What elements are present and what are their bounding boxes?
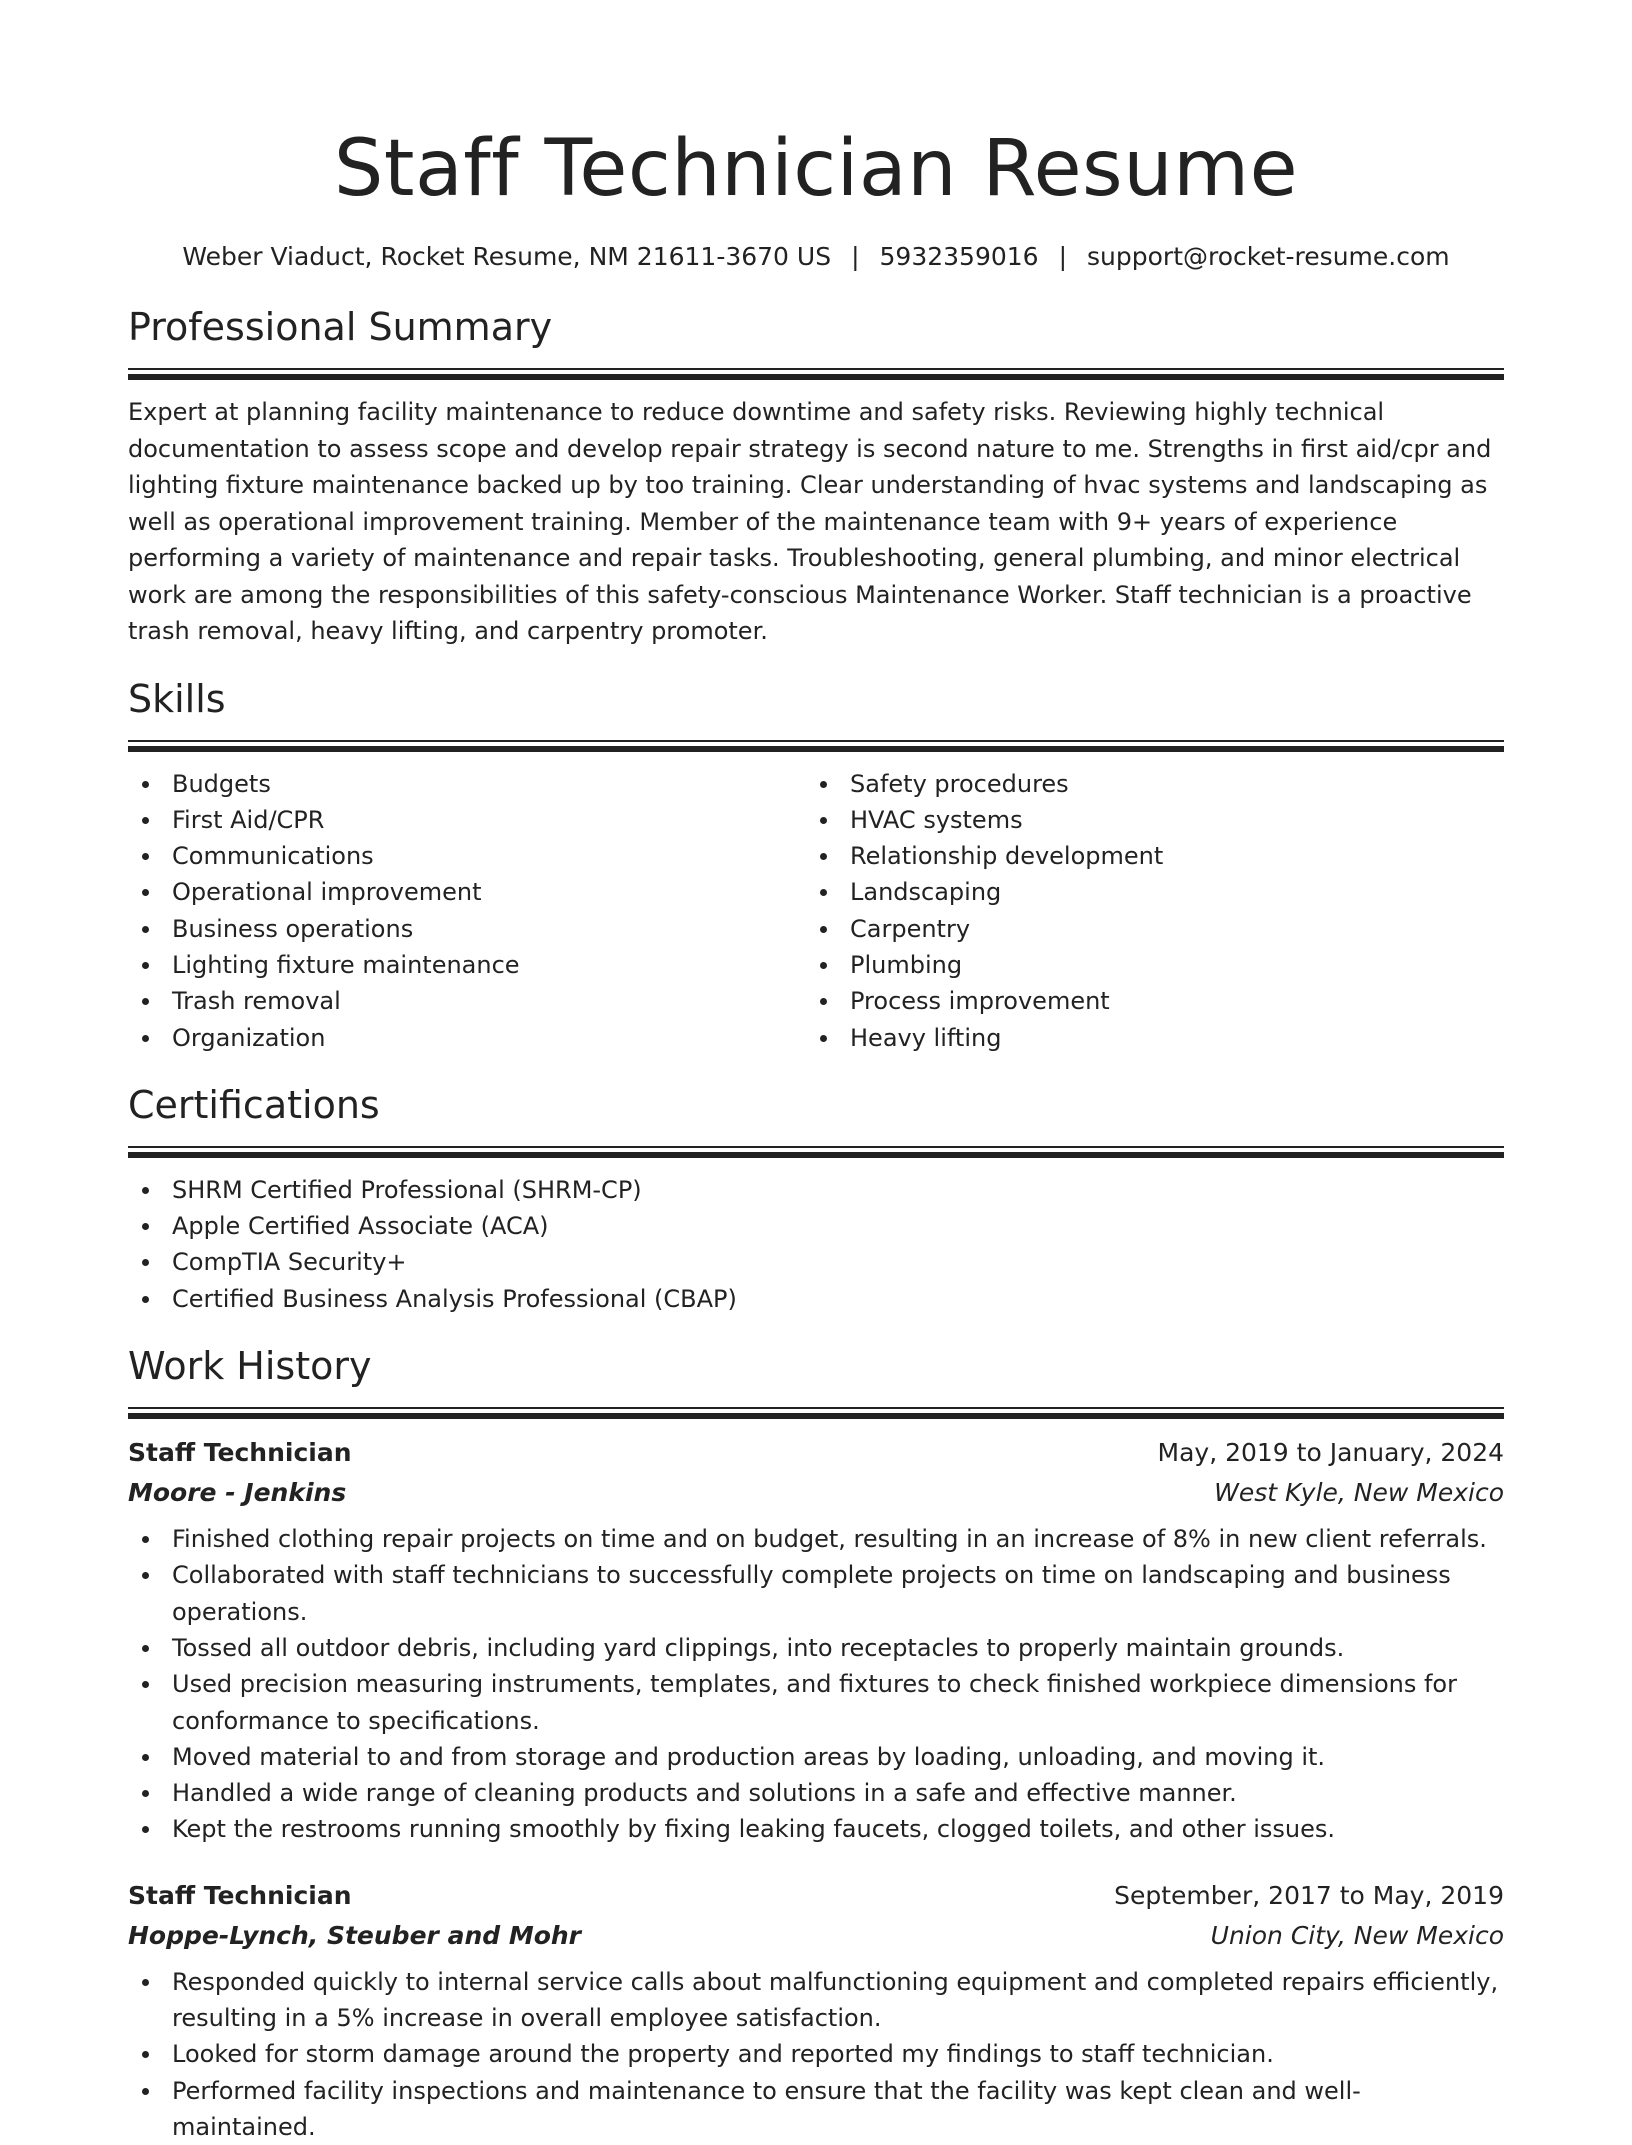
skill-item: HVAC systems xyxy=(806,802,1484,838)
skills-section xyxy=(128,676,1504,1056)
section-divider xyxy=(128,368,1504,380)
job-entry xyxy=(128,1876,1504,2145)
skill-item: Heavy lifting xyxy=(806,1020,1484,1056)
job-bullet: Finished clothing repair projects on time and on budget, resulting in an increase of 8% in new client referrals. xyxy=(128,1521,1504,1557)
section-divider xyxy=(128,1407,1504,1419)
job-bullet-list xyxy=(128,1521,1504,1848)
job-bullet: Looked for storm damage around the property and reported my findings to staff technician. xyxy=(128,2036,1504,2072)
job-title-row xyxy=(128,1433,1504,1473)
contact-address: Weber Viaduct, Rocket Resume, NM 21611-3670 US xyxy=(182,242,832,271)
job-company-row xyxy=(128,1916,1504,1956)
job-bullet: Responded quickly to internal service calls about malfunctioning equipment and completed repairs efficiently, resulting in a 5% increase in overall employee satisfaction. xyxy=(128,1964,1504,2037)
certifications-list xyxy=(128,1172,1504,1317)
skill-item: First Aid/CPR xyxy=(128,802,806,838)
job-bullet: Performed facility inspections and maintenance to ensure that the facility was kept clean and well-maintained. xyxy=(128,2073,1504,2145)
skills-column-left xyxy=(128,766,806,1056)
job-location: Union City, New Mexico xyxy=(1210,1920,1504,1950)
job-title: Staff Technician xyxy=(128,1880,352,1910)
contact-line xyxy=(128,240,1504,274)
job-dates: September, 2017 to May, 2019 xyxy=(1114,1880,1504,1910)
skills-column-right xyxy=(806,766,1484,1056)
contact-separator: | xyxy=(851,242,860,271)
job-company: Moore - Jenkins xyxy=(128,1478,347,1508)
work-history-section xyxy=(128,1343,1504,2145)
job-bullet: Collaborated with staff technicians to successfully complete projects on time on landscaping and business operations. xyxy=(128,1557,1504,1630)
job-bullet: Used precision measuring instruments, templates, and fixtures to check finished workpiece dimensions for conformance to specifications. xyxy=(128,1666,1504,1739)
job-title: Staff Technician xyxy=(128,1438,352,1468)
skill-item: Organization xyxy=(128,1020,806,1056)
section-heading: Professional Summary xyxy=(128,305,553,349)
skill-item: Operational improvement xyxy=(128,874,806,910)
skill-item: Relationship development xyxy=(806,838,1484,874)
certification-item: Certified Business Analysis Professional (CBAP) xyxy=(128,1281,1504,1317)
skill-item: Lighting fixture maintenance xyxy=(128,947,806,983)
skill-item: Landscaping xyxy=(806,874,1484,910)
job-bullet: Moved material to and from storage and production areas by loading, unloading, and moving it. xyxy=(128,1739,1504,1775)
resume-header xyxy=(128,122,1504,274)
skill-item: Safety procedures xyxy=(806,766,1484,802)
job-company: Hoppe-Lynch, Steuber and Mohr xyxy=(128,1920,582,1950)
section-heading: Work History xyxy=(128,1344,372,1389)
skill-item: Carpentry xyxy=(806,911,1484,947)
summary-text: Expert at planning facility maintenance to reduce downtime and safety risks. Reviewing highly technical documentation to assess scope and develop repair strategy is second nature to me. Strengths in first aid/cpr and lighting fixture maintenance backed up by too training. Clear understanding of hvac systems and landscaping as well as operational improvement training. Member of the maintenance team with 9+ years of experience performing a variety of maintenance and repair tasks. Troubleshooting, general plumbing, and minor electrical work are among the responsibilities of this safety-conscious Maintenance Worker. Staff technician is a proactive trash removal, heavy lifting, and carpentry promoter. xyxy=(128,398,1492,645)
skill-item: Business operations xyxy=(128,911,806,947)
skill-item: Plumbing xyxy=(806,947,1484,983)
resume-page xyxy=(128,0,1504,2145)
section-heading: Certifications xyxy=(128,1082,380,1127)
section-heading: Skills xyxy=(128,676,226,721)
skill-item: Trash removal xyxy=(128,983,806,1019)
job-entry xyxy=(128,1433,1504,1848)
skill-item: Process improvement xyxy=(806,983,1484,1019)
job-bullet-list xyxy=(128,1964,1504,2145)
job-bullet: Tossed all outdoor debris, including yard clippings, into receptacles to properly maintain grounds. xyxy=(128,1630,1504,1666)
job-dates: May, 2019 to January, 2024 xyxy=(1157,1438,1504,1468)
skills-grid xyxy=(128,766,1504,1056)
section-divider xyxy=(128,740,1504,752)
job-location: West Kyle, New Mexico xyxy=(1214,1478,1504,1508)
skill-item: Communications xyxy=(128,838,806,874)
job-bullet: Handled a wide range of cleaning products and solutions in a safe and effective manner. xyxy=(128,1775,1504,1811)
certification-item: CompTIA Security+ xyxy=(128,1244,1504,1280)
contact-separator: | xyxy=(1058,242,1068,271)
job-bullet: Kept the restrooms running smoothly by fixing leaking faucets, clogged toilets, and other issues. xyxy=(128,1811,1504,1847)
job-company-row xyxy=(128,1473,1504,1513)
contact-phone: 5932359016 xyxy=(879,242,1039,271)
professional-summary-section xyxy=(128,304,1504,650)
certification-item: Apple Certified Associate (ACA) xyxy=(128,1208,1504,1244)
contact-email: support@rocket-resume.com xyxy=(1087,242,1450,271)
skill-item: Budgets xyxy=(128,766,806,802)
page-title: Staff Technician Resume xyxy=(333,124,1299,214)
job-title-row xyxy=(128,1876,1504,1916)
section-divider xyxy=(128,1146,1504,1158)
certifications-section xyxy=(128,1082,1504,1317)
certification-item: SHRM Certified Professional (SHRM-CP) xyxy=(128,1172,1504,1208)
